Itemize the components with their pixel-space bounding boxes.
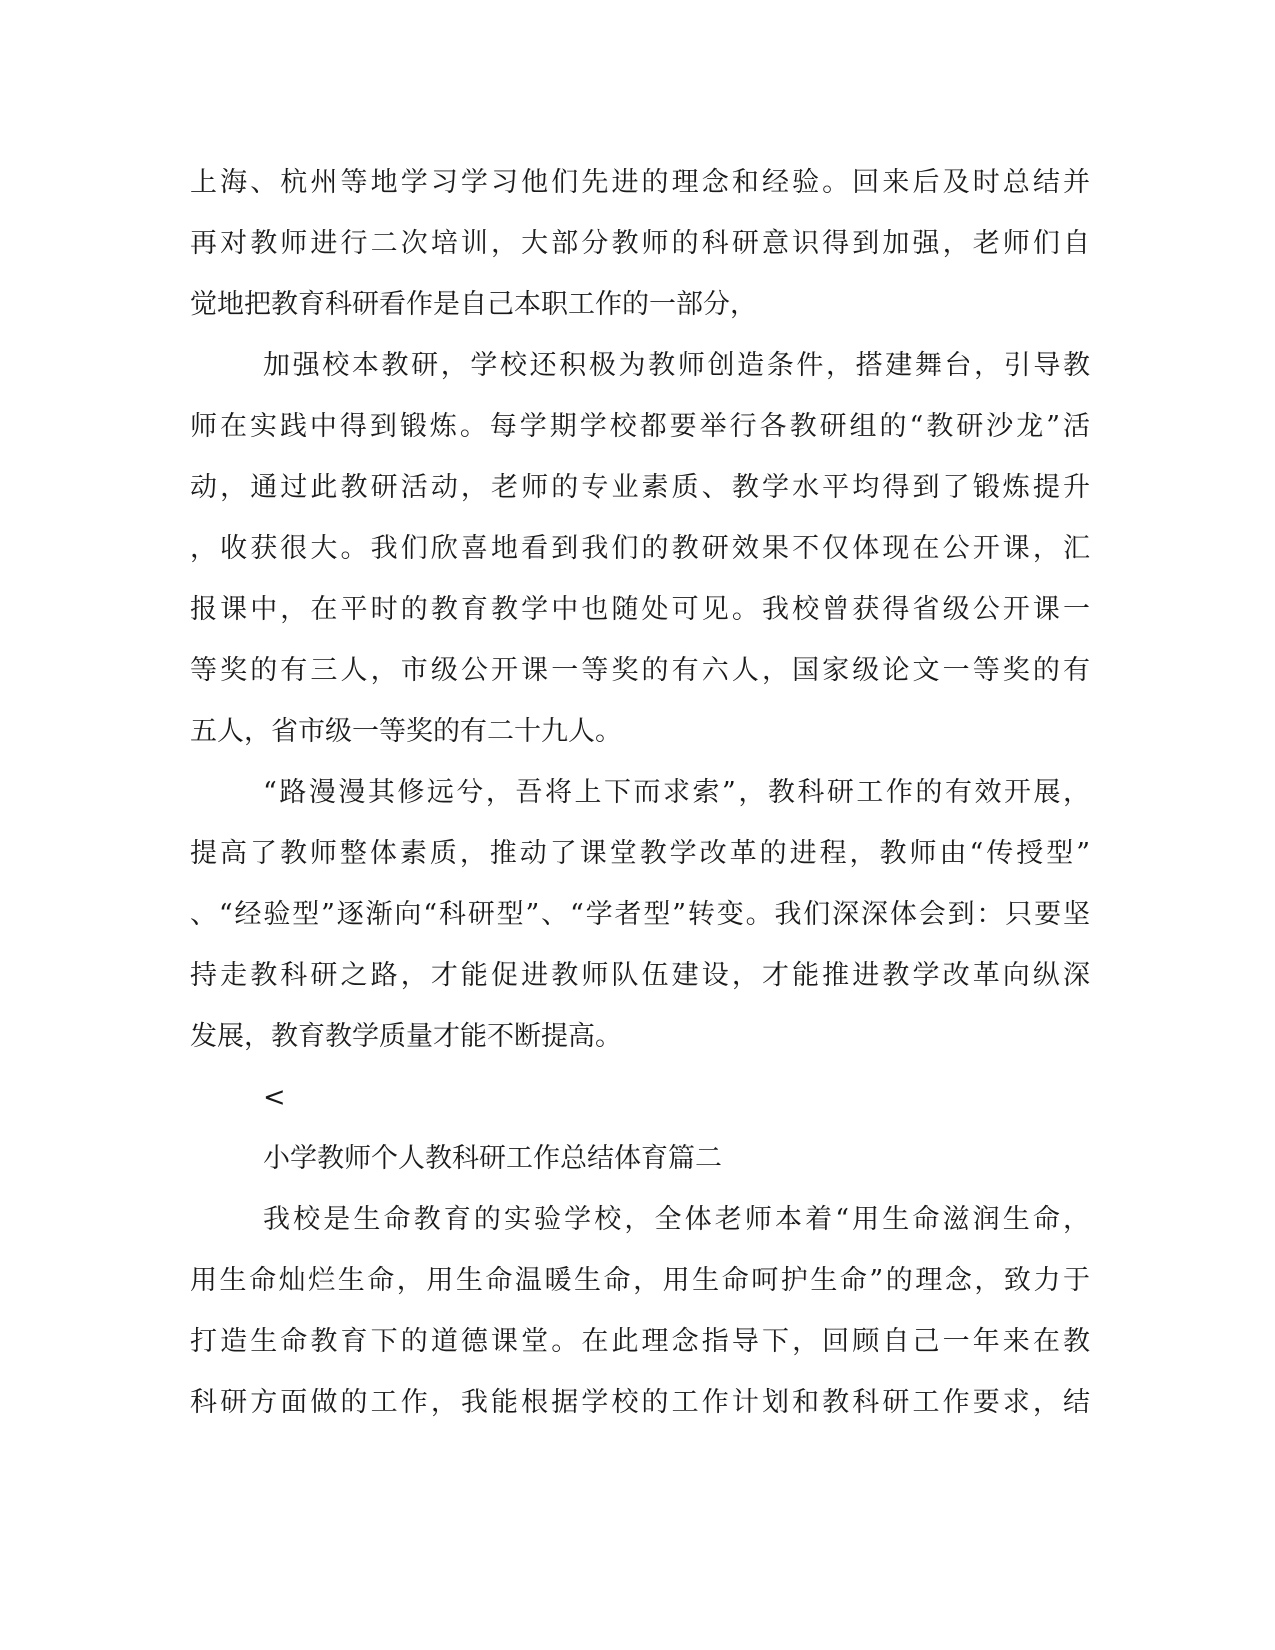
- text-line: 觉地把教育科研看作是自己本职工作的一部分，: [190, 289, 757, 320]
- text-line: 持走教科研之路，才能促进教师队伍建设，才能推进教学改革向纵深: [190, 960, 1090, 991]
- heading-line: 小学教师个人教科研工作总结体育篇二: [263, 1143, 722, 1174]
- text-line: 用生命灿烂生命，用生命温暖生命，用生命呵护生命”的理念，致力于: [190, 1265, 1090, 1296]
- section-heading: [190, 1128, 1090, 1189]
- paragraph-2: [190, 335, 1090, 762]
- text-line: 上海、杭州等地学习学习他们先进的理念和经验。回来后及时总结并: [190, 167, 1090, 198]
- text-line: 五人，省市级一等奖的有二十九人。: [190, 716, 622, 747]
- text-line: 发展，教育教学质量才能不断提高。: [190, 1021, 622, 1052]
- paragraph-3: [190, 762, 1090, 1067]
- text-line: 科研方面做的工作，我能根据学校的工作计划和教科研工作要求，结: [190, 1387, 1090, 1418]
- text-line: <: [263, 1082, 286, 1113]
- text-line: 提高了教师整体素质，推动了课堂教学改革的进程，教师由“传授型”: [190, 838, 1090, 869]
- text-line: ，收获很大。我们欣喜地看到我们的教研效果不仅体现在公开课，汇: [190, 533, 1090, 564]
- text-line: 等奖的有三人，市级公开课一等奖的有六人，国家级论文一等奖的有: [190, 655, 1090, 686]
- paragraph-6: [190, 1189, 1090, 1433]
- text-line: 报课中，在平时的教育教学中也随处可见。我校曾获得省级公开课一: [190, 594, 1090, 625]
- text-line: 我校是生命教育的实验学校，全体老师本着“用生命滋润生命，: [263, 1204, 1090, 1235]
- paragraph-1: [190, 152, 1090, 335]
- text-line: 、“经验型”逐渐向“科研型”、“学者型”转变。我们深深体会到：只要坚: [190, 899, 1090, 930]
- text-line: 动，通过此教研活动，老师的专业素质、教学水平均得到了锻炼提升: [190, 472, 1090, 503]
- document-body: [190, 152, 1090, 1433]
- text-line: “路漫漫其修远兮，吾将上下而求索”，教科研工作的有效开展，: [263, 777, 1090, 808]
- text-line: 师在实践中得到锻炼。每学期学校都要举行各教研组的“教研沙龙”活: [190, 411, 1090, 442]
- text-line: 再对教师进行二次培训，大部分教师的科研意识得到加强，老师们自: [190, 228, 1090, 259]
- text-line: 加强校本教研，学校还积极为教师创造条件，搭建舞台，引导教: [263, 350, 1090, 381]
- paragraph-4: [190, 1067, 1090, 1128]
- text-line: 打造生命教育下的道德课堂。在此理念指导下，回顾自己一年来在教: [190, 1326, 1090, 1357]
